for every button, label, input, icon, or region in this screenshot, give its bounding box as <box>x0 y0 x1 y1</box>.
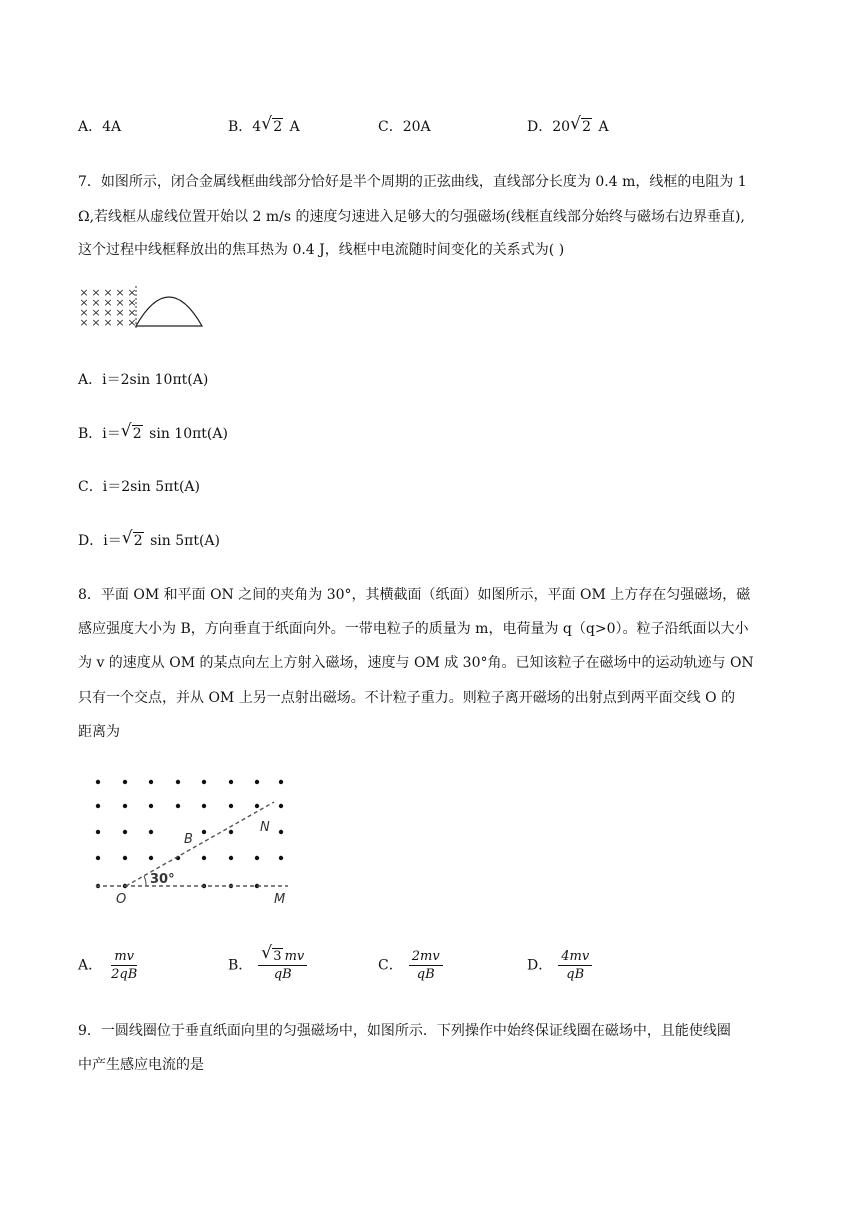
svg-text:×: × <box>91 286 101 299</box>
q9-text-line1: 9．一圆线圈位于垂直纸面向里的匀强磁场中，如图所示．下列操作中始终保证线圈在磁场中，且能使线圈 <box>78 1023 731 1039</box>
plane-ON-line <box>126 802 274 886</box>
svg-text:×: × <box>127 306 137 319</box>
svg-text:×: × <box>79 306 89 319</box>
svg-text:×: × <box>115 296 125 309</box>
q7-text-line1: 7．如图所示，闭合金属线框曲线部分恰好是半个周期的正弦曲线，直线部分长度为 0.4 m，线框的电阻为 1 <box>78 174 747 190</box>
q8-text-line3: 为 v 的速度从 OM 的某点向左上方射入磁场，速度与 OM 成 30°角。已知该粒子在磁场中的运动轨迹与 ON <box>78 655 754 671</box>
q8-figure-magnetic-field <box>88 770 302 906</box>
q6-option-a: A．4A <box>78 119 122 135</box>
q7-figure-wire-frame <box>78 284 208 330</box>
svg-text:×: × <box>103 306 113 319</box>
svg-text:×: × <box>115 286 125 299</box>
q7-option-d: D．i＝ √ 2 sin 5πt(A) <box>78 528 220 549</box>
q8-text-line5: 距离为 <box>78 724 120 740</box>
svg-text:×: × <box>127 296 137 309</box>
svg-text:×: × <box>79 286 89 299</box>
svg-text:×: × <box>127 286 137 299</box>
svg-text:×: × <box>103 286 113 299</box>
q8-text-line4: 只有一个交点，并从 OM 上另一点射出磁场。不计粒子重力。则粒子离开磁场的出射点到两平面交线 O 的 <box>78 690 736 706</box>
svg-text:×: × <box>79 316 89 329</box>
svg-text:×: × <box>103 296 113 309</box>
q8-option-d: D． $\frac{4mv}{qB}$ <box>527 948 592 983</box>
q6-option-b: B．4 √ 2 A <box>228 114 300 135</box>
angle-label: 30° <box>150 872 175 887</box>
q7-option-b: B．i＝ √ 2 sin 10πt(A) <box>78 421 228 442</box>
svg-text:×: × <box>79 296 89 309</box>
q7-text-line2: Ω,若线框从虚线位置开始以 2 m/s 的速度匀速进入足够大的匀强磁场(线框直线部分始终与磁场右边界垂直), <box>78 209 745 225</box>
point-O-label: O <box>116 892 127 906</box>
point-N-label: N <box>260 820 270 835</box>
q6-option-d: D．20 √ 2 A <box>527 114 609 135</box>
q8-option-c: C． $\frac{2mv}{qB}$ <box>378 948 443 983</box>
point-M-label: M <box>274 892 286 906</box>
q7-option-a: A．i＝2sin 10πt(A) <box>78 372 209 388</box>
point-B-label: B <box>184 832 193 847</box>
q7-option-c: C．i＝2sin 5πt(A) <box>78 479 201 495</box>
svg-text:×: × <box>127 316 137 329</box>
q8-text-line2: 感应强度大小为 B，方向垂直于纸面向外。一带电粒子的质量为 m，电荷量为 q（q>0）。粒子沿纸面以大小 <box>78 621 749 637</box>
q8-option-a: A． $\frac{mv}{2qB}$ <box>78 949 138 982</box>
sine-wire-frame <box>136 297 202 326</box>
q8-text-line1: 8．平面 OM 和平面 ON 之间的夹角为 30°，其横截面（纸面）如图所示，平面 OM 上方存在匀强磁场，磁 <box>78 587 751 603</box>
svg-text:×: × <box>115 316 125 329</box>
svg-text:×: × <box>115 306 125 319</box>
magnetic-field-crosses <box>79 286 136 329</box>
svg-text:×: × <box>91 306 101 319</box>
svg-text:×: × <box>91 316 101 329</box>
svg-text:×: × <box>103 316 113 329</box>
q9-text-line2: 中产生感应电流的是 <box>78 1057 204 1073</box>
q7-text-line3: 这个过程中线框释放出的焦耳热为 0.4 J，线框中电流随时间变化的关系式为( ) <box>78 242 565 258</box>
svg-text:×: × <box>91 296 101 309</box>
q8-option-b: B． √ 3 mv qB <box>228 948 307 983</box>
q6-option-c: C．20A <box>378 119 431 135</box>
